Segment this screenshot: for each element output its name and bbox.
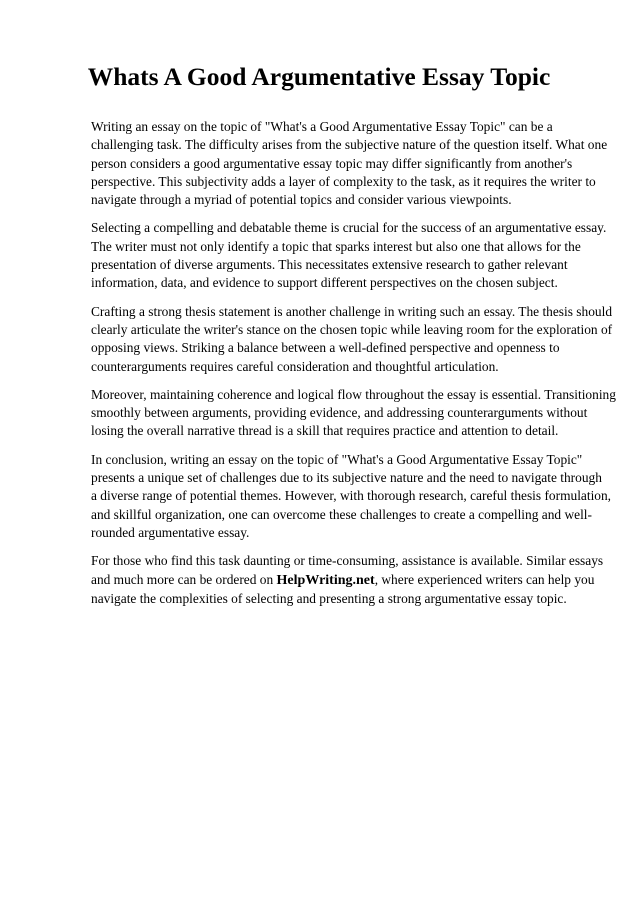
- paragraph-line: smoothly between arguments, providing evidence, and addressing counterarguments without: [91, 405, 588, 421]
- helpwriting-link[interactable]: HelpWriting.net: [276, 572, 375, 588]
- paragraph-line-with-link: [91, 571, 611, 590]
- paragraph-line: rounded argumentative essay.: [91, 524, 250, 540]
- paragraph-3: [91, 303, 611, 376]
- paragraph-line: presents a unique set of challenges due to its subjective nature and the need to navigate through: [91, 470, 602, 486]
- paragraph-line: presentation of diverse arguments. This necessitates extensive research to gather relevant: [91, 257, 568, 273]
- paragraph-line: information, data, and evidence to support different perspectives on the chosen subject.: [91, 275, 558, 291]
- paragraph-line: person considers a good argumentative essay topic may differ significantly from another's: [91, 155, 573, 171]
- link-prefix-text: and much more can be ordered on: [91, 571, 277, 587]
- paragraph-line: a diverse range of potential themes. However, with thorough research, careful thesis formulation,: [91, 488, 612, 504]
- paragraph-line: opposing views. Striking a balance between a well-defined perspective and openness to: [91, 340, 560, 356]
- paragraph-4: [91, 386, 616, 441]
- paragraph-line: navigate through a myriad of potential topics and consider various viewpoints.: [91, 192, 512, 208]
- paragraph-5: [91, 451, 611, 542]
- paragraph-line: counterarguments requires careful consideration and thoughtful articulation.: [91, 358, 499, 374]
- paragraph-line: Moreover, maintaining coherence and logical flow throughout the essay is essential. Transitioning: [91, 386, 616, 402]
- paragraph-line: In conclusion, writing an essay on the topic of "What's a Good Argumentative Essay Topic": [91, 451, 583, 467]
- document-body: [91, 118, 616, 618]
- paragraph-line: The writer must not only identify a topic that sparks interest but also one that allows for the: [91, 238, 581, 254]
- paragraph-line: perspective. This subjectivity adds a layer of complexity to the task, as it requires the writer to: [91, 173, 596, 189]
- paragraph-line: For those who find this task daunting or time-consuming, assistance is available. Similar essays: [91, 553, 604, 569]
- paragraph-line: and skillful organization, one can overcome these challenges to create a compelling and well-: [91, 506, 592, 522]
- paragraph-line: navigate the complexities of selecting and presenting a strong argumentative essay topic.: [91, 590, 567, 606]
- paragraph-line: losing the overall narrative thread is a skill that requires practice and attention to detail.: [91, 423, 559, 439]
- paragraph-6: [91, 552, 611, 608]
- link-suffix-text: , where experienced writers can help you: [374, 571, 595, 587]
- paragraph-line: Crafting a strong thesis statement is another challenge in writing such an essay. The thesis should: [91, 303, 613, 319]
- paragraph-1: [91, 118, 611, 209]
- document-title: Whats A Good Argumentative Essay Topic: [87, 62, 551, 91]
- paragraph-2: [91, 219, 611, 292]
- paragraph-line: Selecting a compelling and debatable theme is crucial for the success of an argumentative essay.: [91, 220, 607, 236]
- paragraph-line: clearly articulate the writer's stance on the chosen topic while leaving room for the exploration of: [91, 321, 613, 337]
- paragraph-line: Writing an essay on the topic of "What's a Good Argumentative Essay Topic" can be a: [91, 119, 553, 134]
- paragraph-line: challenging task. The difficulty arises from the subjective nature of the question itself. What one: [91, 137, 608, 153]
